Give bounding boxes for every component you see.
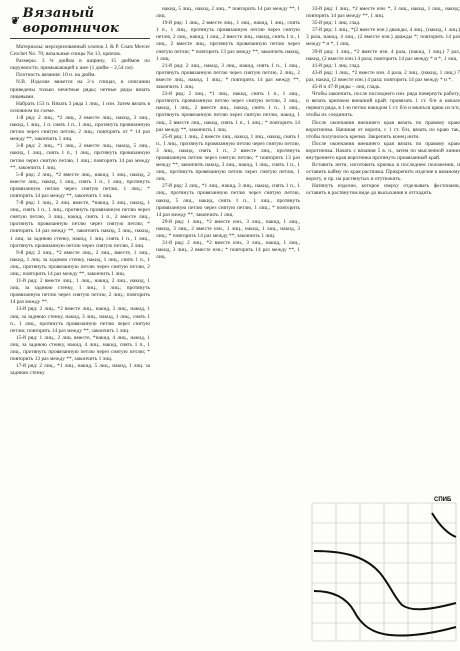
- pattern-row: 35-й ряд: 1 лиц. глад.: [312, 20, 361, 27]
- pattern-row: 33-й ряд: 1 лиц., *2 вместе изн. *, 3 лиц., накид, 1 лиц., накид; повторить 14 раз между **, 1 лиц.: [306, 6, 460, 20]
- pattern-row: 39-й ряд: 1 лиц., *2 вместе изн. 4 раза, (накид, 1 лиц.) 7 раз, накид, (2 вместе изн.) 4 раза; повторить 14 раз между * и *, 1 лиц.: [306, 48, 460, 62]
- pattern-rows-col1: [10, 115, 150, 377]
- pattern-row: 31-й ряд: 2 лиц., *2 вместе изн., 3 лиц., накид, 1 лиц., накид, 3 лиц., 2 вместе изн.; * повторить 14 раз между **, 1 лиц.: [156, 240, 300, 261]
- pattern-row: 25-й ряд: 1 лиц., 2 вместе лиц., накид, 1 лиц., накид, снять 1 п., 1 лиц., протянуть провязанную петлю через снятую петлю, 3 лиц., накид, снять 1 п., 2 вместе лиц., протянуть провязанную петлю через снятую петлю; * повторить 13 раз между **, закончить накид, 3 лиц., накид, 1 лиц., снять 1 п., 1 лиц., протянуть провязанную петлю через снятую петлю, 1 лиц.: [156, 133, 300, 183]
- pattern-row: 21-й ряд: 2 лиц., накид, 3 лиц., накид, снять 1 п., 1 лиц., протянуть провязанную петлю через снятую петлю, 2 лиц., 2 вместе лиц., накид, 1 лиц.; * повторить 14 раз между **, закончить 1 лиц.: [156, 62, 300, 91]
- pattern-row: 23-й ряд: 2 лиц., *1 лиц., накид, снять 1 п., 1 лиц., протянуть провязанную петлю через снятую петлю, 2 лиц., накид, 1 лиц., 2 вместе лиц., накид, снять 1 п., 1 лиц., протянуть провязанную петлю через снятую петлю, накид, 1 лиц., 2 вместе лиц., накид, снять 1 п., 1 лиц.; * повторить 14 раз между **, закончить 1 лиц.: [156, 91, 300, 133]
- finishing-paragraph: Чтобы закончить, после последнего изн. ряда повернуть работу, и вязать крючком внешний край: провязать 1 ст. б/н в начале первого ряда, в 1-ю петлю накидом 1 ст. б/н и вжаться крюк из п/п, чтобы их соединить.: [306, 91, 460, 119]
- grid-lines: [312, 503, 456, 641]
- intro-gauge: Плотность вязания: 10 п. на дюйм.: [16, 72, 96, 79]
- pattern-row: 41-й ряд: 1 лиц. глад.: [312, 62, 361, 69]
- pattern-row: 29-й ряд: 1 лиц., *2 вместе изн., 3 лиц., накид, 1 лиц., накид, 3 лиц., 2 вместе изн., 1 лиц., накид, 1 лиц., накид, 3 лиц.; * повторить 14 раз между **, закончить 1 лиц.: [156, 218, 300, 239]
- collar-inner-edge: [314, 591, 456, 636]
- page-title: [10, 6, 150, 39]
- finishing-paragraph: После окончания внешнего края вязать по правому краю воротничка. Начиная от ворота, с 1 ст. б/н, вязать по краю так, чтобы получилось крепко. Закрепить конец нити.: [306, 119, 460, 140]
- schematic-label: СПИБ: [434, 497, 452, 503]
- pattern-row: 27-й ряд: 2 лиц., *1 лиц., накид, 3 лиц., накид, снять 1 п., 1 лиц., протянуть провязанную петлю через снятую петлю, накид, 5 лиц., накид, снять 1 п., 1 лиц., протянуть провязанную петлю через снятую петлю, 1 лиц.; * повторить 14 раз между **, закончить 1 лиц.: [156, 183, 300, 218]
- column-2: [156, 6, 300, 647]
- column-3: [306, 6, 460, 647]
- finishing-paragraph: После окончания внешнего края вязать по правому краю воротничка. Начать с вязания 5 в. п., затем по мысленной линии внутреннего края воротника протянуть провязанный край.: [306, 140, 460, 161]
- pattern-row: 13-й ряд: 2 лиц., *2 вместе лиц., накид, 3 лиц., накид, 1 лиц. за заднюю стенку, накид, 3 лиц., накид, 1 лиц., снять 1 п., 1 лиц., протянуть провязанную петлю через снятую петлю; повторить 14 раз между **, закончить 1 лиц.: [10, 306, 150, 334]
- finishing-paragraph: Натянуть изделие, которое сверху отделывать фестонами, оставить в растянутом виде до высыхания и отгладить.: [306, 183, 460, 197]
- column-1: [10, 6, 150, 647]
- title-text: Вязаный воротничок: [22, 6, 120, 36]
- intro-cast-on: Набрать 153 п. Вязать 3 ряда 1 лиц., 1 изн. Затем вязать в основном по схеме.: [10, 100, 150, 114]
- collar-top-edge: [432, 513, 456, 537]
- pattern-row: накид, 5 лиц., накид, 2 лиц., * повторить 14 раз между **, 1 лиц.: [156, 6, 300, 20]
- pattern-row: 9-й ряд: 2 лиц., *2 вместе лиц., 2 лиц., вместе, 1 лиц., накид, 1 лиц. за заднюю стенку, накид, 1 лиц., снять 1 п., 1 лиц., протянуть провязанную петлю через снятую петлю, 2 лиц.; повторить 14 раз между **, закончить 1 лиц.: [10, 249, 150, 277]
- pattern-row: 11-й ряд: 2 вместе лиц., 1 лиц., накид, 2 лиц., накид, 1 лиц. за заднюю стенку, 1 лиц., 1 лиц.; протянуть провязанную петлю через снятую петлю, 2 лиц.; повторить 14 раз между **.: [10, 278, 150, 306]
- intro-materials: Материалы: мерсеризованный хлопок J. & P. Coats Mercer Crochet No. 70; вязальные спицы No 13, крючок.: [10, 44, 150, 58]
- pattern-row: 15-й ряд: 1 лиц., 2 лиц. вместе, *накид, 4 лиц., накид, 1 лиц. за заднюю стенку, накид, 4 лиц., накид, снять 1 п., 1 лиц., протянуть провязанную петлю через снятую петлю; * повторить 13 раз между **, закончить 1 лиц.: [10, 334, 150, 363]
- pattern-row: 1-й ряд: 2 лиц., *2 лиц., 2 вместе лиц., накид, 3 лиц., накид, 1 лиц., 1 п. снять 1 п., 1 лиц., протянуть провязанную петлю через снятую петлю, 2 лиц.; повторить от * 14 раз между **, закончить 1 лиц.: [10, 114, 150, 143]
- finishing-paragraph: Вставить нити, изготовить крючка в последнем положении, и оставить кайму по края растяжка. Прикрепить изделие к вязаному вороту, и пр. на растянутых и отутюжить.: [306, 162, 460, 183]
- pattern-rows-col3: [306, 6, 460, 198]
- ornament-icon: ❦: [10, 15, 19, 27]
- collar-outline: [314, 551, 456, 609]
- intro-note: N.B. Изделие вяжется на 2-х спицах, в описании приведены только нечетные ряды; четные ряды вязать лицевыми.: [10, 79, 150, 100]
- pattern-row: 45-й и 47-й ряды – лиц. гладь.: [312, 84, 381, 91]
- intro-block: [10, 44, 150, 115]
- intro-size: Размеры. 3 ¾ дюйма в ширину, 15 дюймов по окружности, примыкающей к шее (1 дюйм – 2,54 см).: [10, 58, 150, 72]
- pattern-row: 17-й ряд: 2 лиц., *1 лиц., накид, 5 лиц., накид, 1 лиц. за заднюю стенку: [10, 363, 150, 377]
- pattern-row: 37-й ряд: 1 лиц., *(2 вместе изн.) дважды, 4 лиц., (накид, 1 лиц.) 3 раза, накид, 4 лиц., (2 вместе изн.) дважды *; повторить 14 раз между * и *, 1 лиц.: [306, 27, 460, 48]
- pattern-row: 5-й ряд: 2 лиц., *2 вместе лиц., накид, 1 лиц., накид, 2 вместе лиц., накид, 1 лиц., снять 1 п., 1 лиц., протянуть провязанную петлю через снятую петлю, 1 лиц.; * повторить 14 раз между **, закончить 1 лиц.: [10, 171, 150, 199]
- pattern-row: 3-й ряд: 2 лиц., *1 лиц., 2 вместе лиц., накид, 5 лиц., накид, 1 лиц., снять 1 п., 1 лиц., протянуть провязанную петлю через снятую петлю, 1 лиц.; повторить 14 раз между **, закончить 1 лиц.: [10, 143, 150, 171]
- pattern-row: 19-й ряд: 1 лиц., 2 вместе лиц., 1 лиц., накид, 1 лиц., снять 1 п., 1 лиц., протянуть провязанную петлю через снятую петлю, 2 лиц., накид, 1 лиц., 2 вместе лиц., накид, снять 1 п., 1 лиц., 2 вместе лиц., протянуть провязанную петлю через снятую петлю; * повторить 13 раз между **, закончить накид, 1 лиц.: [156, 20, 300, 62]
- pattern-row: 7-й ряд: 1 лиц., 2 лиц. вместе, *накид, 3 лиц., накид, 1 лиц., снять 1 п., 1 лиц., протянуть провязанную петлю через снятую петлю, 3 лиц., накид, снять 1 п., 2 вместе лиц., протянуть провязанную петлю через снятую петлю; * повторить 14 раз между **, закончить накид, 3 лиц., накид, 1 лиц. за заднюю стенку, накид, 1 лиц. снять 1 п., 1 лиц., протянуть провязанную петлю через снятую петлю, 2 лиц.: [10, 200, 150, 249]
- pattern-row: 43-й ряд: 1 лиц., *2 вместе изн. 4 раза, 2 лиц., (накид, 1 лиц.) 7 раз, накид, (2 вместе изн.) 4 раза; повторить 14 раз между * и *.: [306, 69, 460, 83]
- collar-schematic: [306, 493, 460, 643]
